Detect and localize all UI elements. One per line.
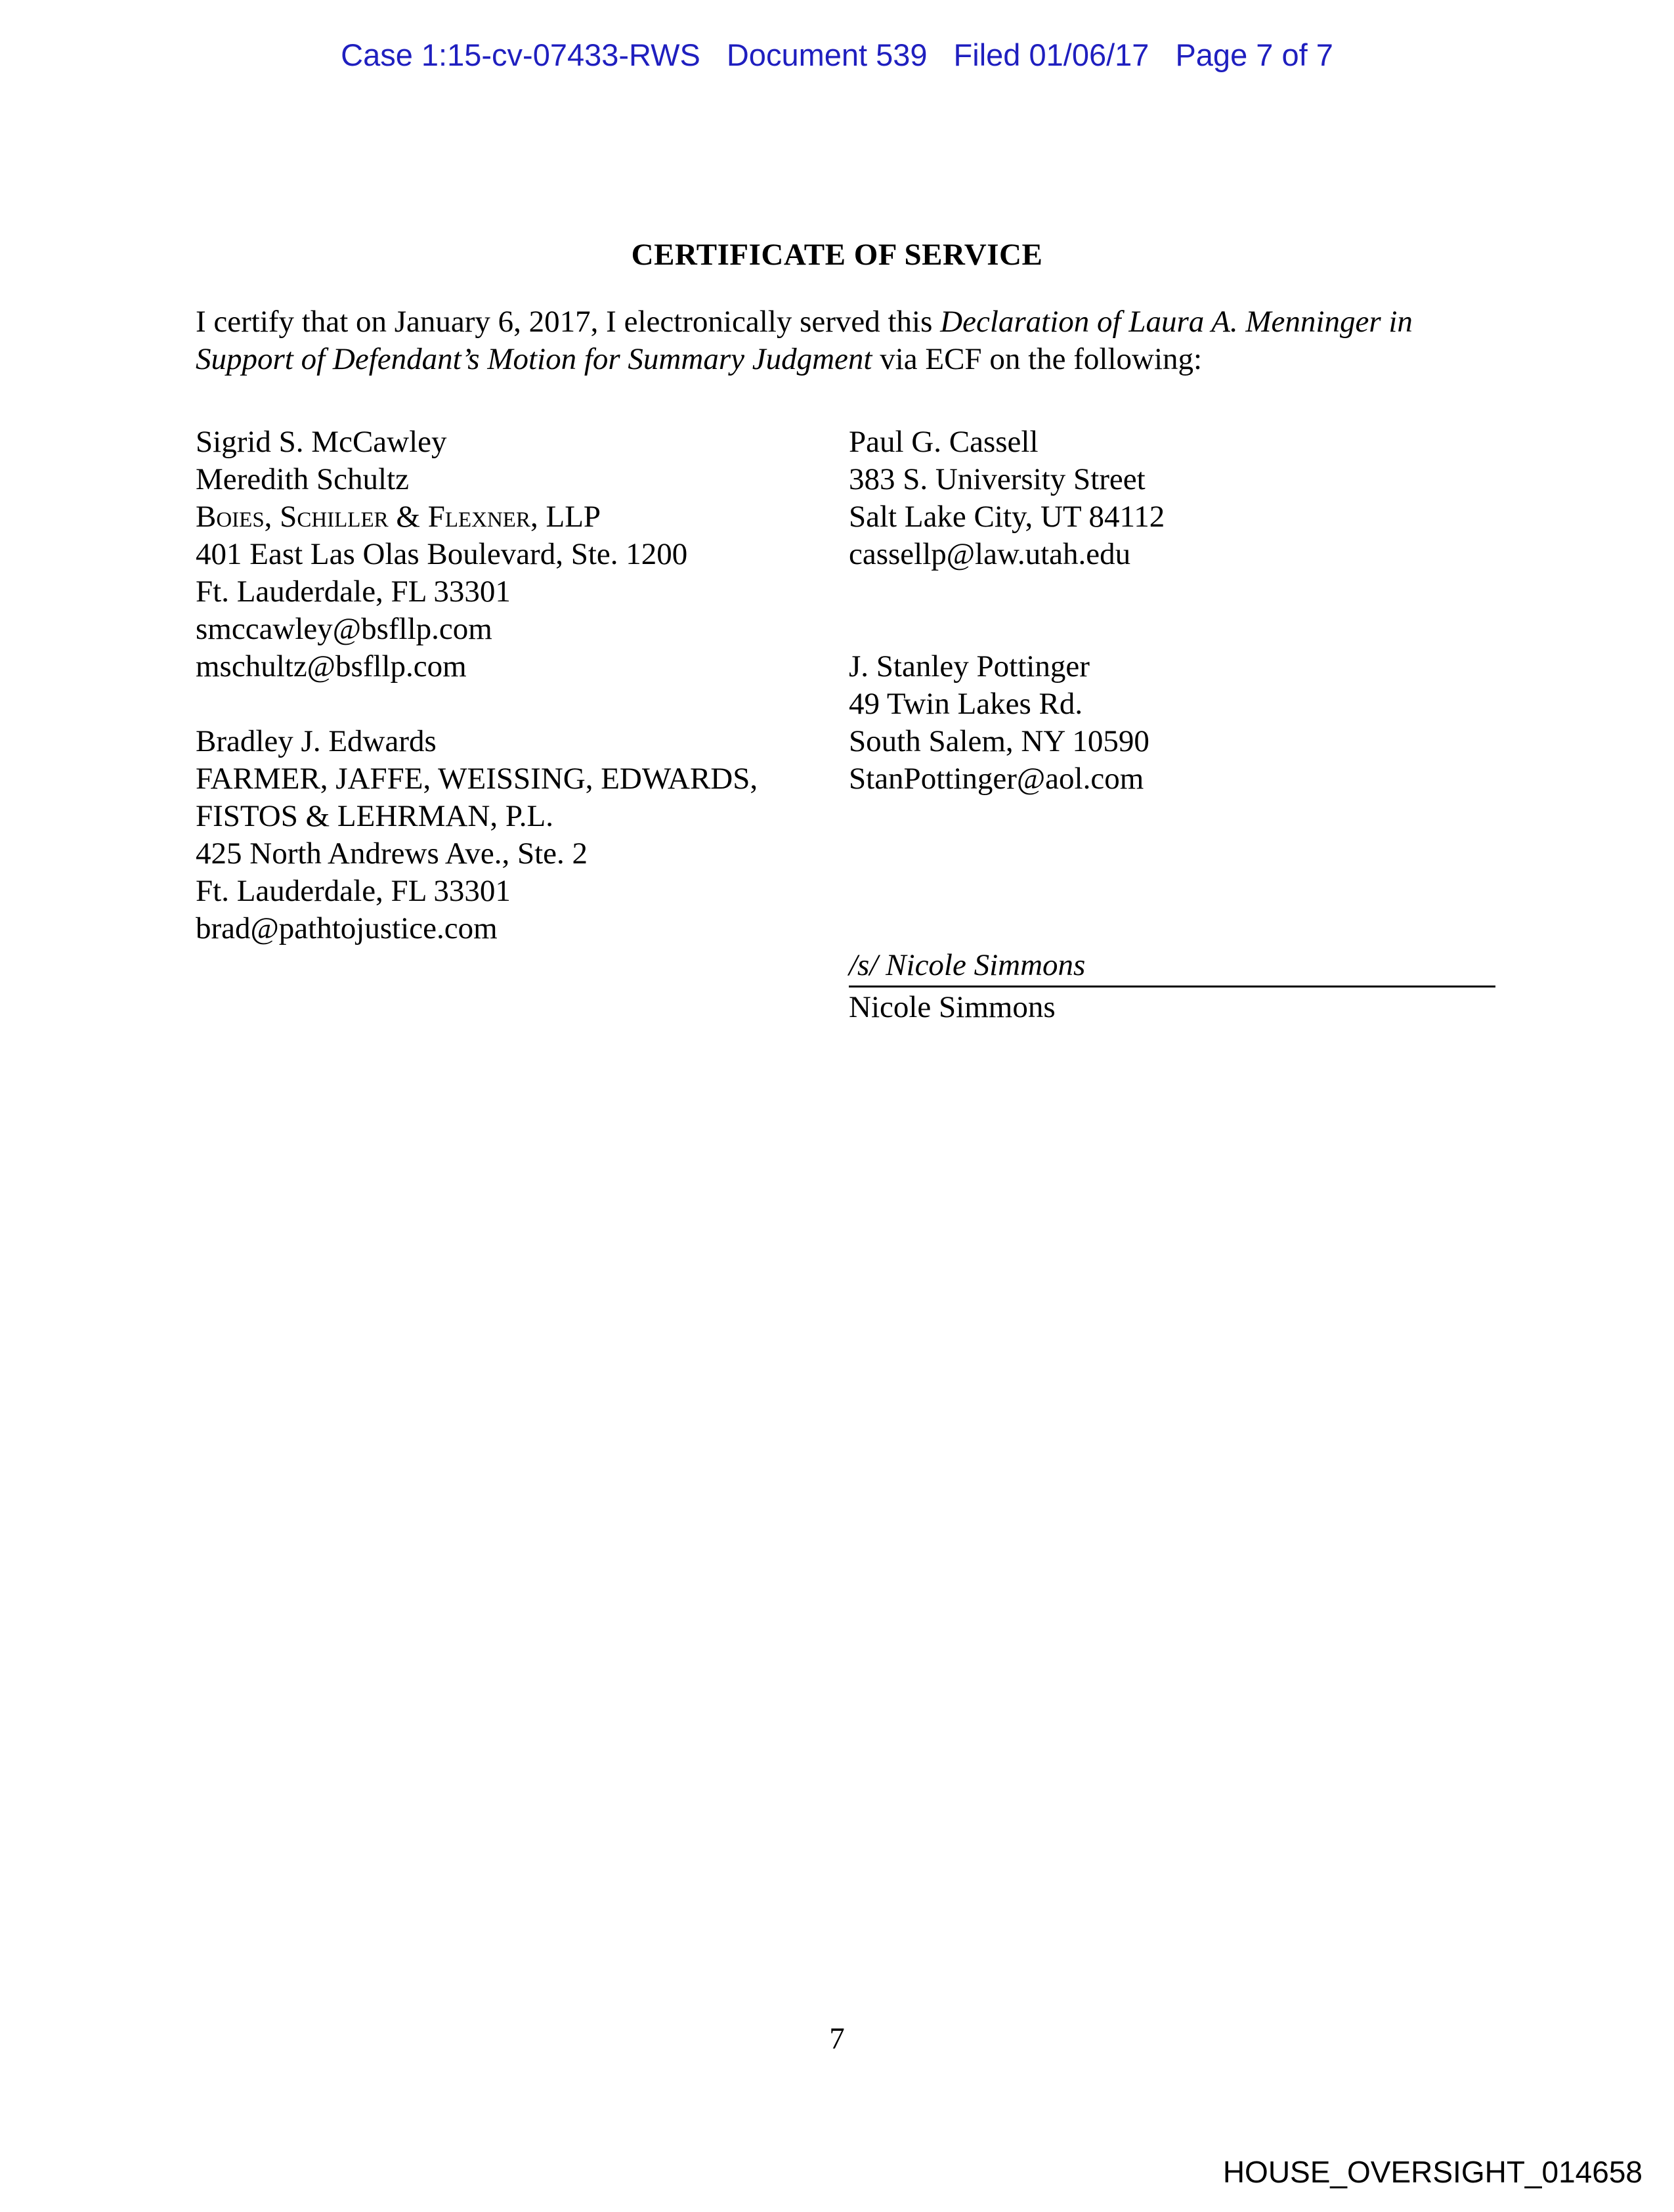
- bates-stamp: HOUSE_OVERSIGHT_014658: [1222, 2155, 1642, 2189]
- recipient-city: Ft. Lauderdale, FL 33301: [196, 874, 511, 908]
- recipient-email: StanPottinger@aol.com: [849, 762, 1144, 796]
- served-document-title: Declaration of Laura A. Menninger in Support of Defendant’s Motion for Summary Judgment: [196, 305, 1413, 376]
- recipient-city: South Salem, NY 10590: [849, 724, 1149, 758]
- recipient-firm: FARMER, JAFFE, WEISSING, EDWARDS,: [196, 762, 758, 796]
- electronic-signature: /s/ Nicole Simmons: [849, 947, 1495, 987]
- block-spacer: [196, 685, 758, 723]
- recipients-left-column: [196, 423, 758, 947]
- recipient-block-pottinger: [849, 648, 1165, 798]
- recipient-city: Ft. Lauderdale, FL 33301: [196, 575, 511, 609]
- block-spacer: [849, 573, 1165, 648]
- signature-block: [849, 947, 1495, 1026]
- signer-name: Nicole Simmons: [849, 990, 1056, 1024]
- recipient-name: J. Stanley Pottinger: [849, 649, 1090, 683]
- recipient-city: Salt Lake City, UT 84112: [849, 500, 1165, 534]
- certification-lead: I certify that on January 6, 2017, I electronically served this: [196, 305, 941, 339]
- recipient-name: Paul G. Cassell: [849, 425, 1039, 459]
- recipient-firm: FISTOS & LEHRMAN, P.L.: [196, 799, 553, 833]
- recipient-block-mccawley: [196, 423, 758, 685]
- recipient-name: Bradley J. Edwards: [196, 724, 437, 758]
- page-number: 7: [829, 2022, 845, 2056]
- recipient-address: 401 East Las Olas Boulevard, Ste. 1200: [196, 537, 688, 571]
- recipient-email: mschultz@bsfllp.com: [196, 649, 467, 683]
- ecf-case-number: Case 1:15-cv-07433-RWS: [341, 37, 700, 72]
- recipient-name: Sigrid S. McCawley: [196, 425, 447, 459]
- recipient-firm: Boies, Schiller & Flexner, LLP: [196, 500, 601, 534]
- ecf-filed-date: Filed 01/06/17: [953, 37, 1149, 72]
- certification-paragraph: [196, 303, 1489, 378]
- recipient-address: 383 S. University Street: [849, 462, 1146, 496]
- recipient-email: cassellp@law.utah.edu: [849, 537, 1131, 571]
- ecf-filing-header: [0, 37, 1674, 73]
- recipients-right-column: [849, 423, 1165, 798]
- recipient-block-edwards: [196, 723, 758, 947]
- recipient-address: 425 North Andrews Ave., Ste. 2: [196, 836, 588, 871]
- recipient-block-cassell: [849, 423, 1165, 573]
- certification-trail: via ECF on the following:: [872, 342, 1203, 376]
- page-title: CERTIFICATE OF SERVICE: [631, 238, 1043, 272]
- recipient-email: smccawley@bsfllp.com: [196, 612, 492, 646]
- recipient-address: 49 Twin Lakes Rd.: [849, 687, 1083, 721]
- ecf-document-number: Document 539: [726, 37, 928, 72]
- recipient-email: brad@pathtojustice.com: [196, 911, 498, 945]
- ecf-page-count: Page 7 of 7: [1175, 37, 1333, 72]
- recipient-name: Meredith Schultz: [196, 462, 410, 496]
